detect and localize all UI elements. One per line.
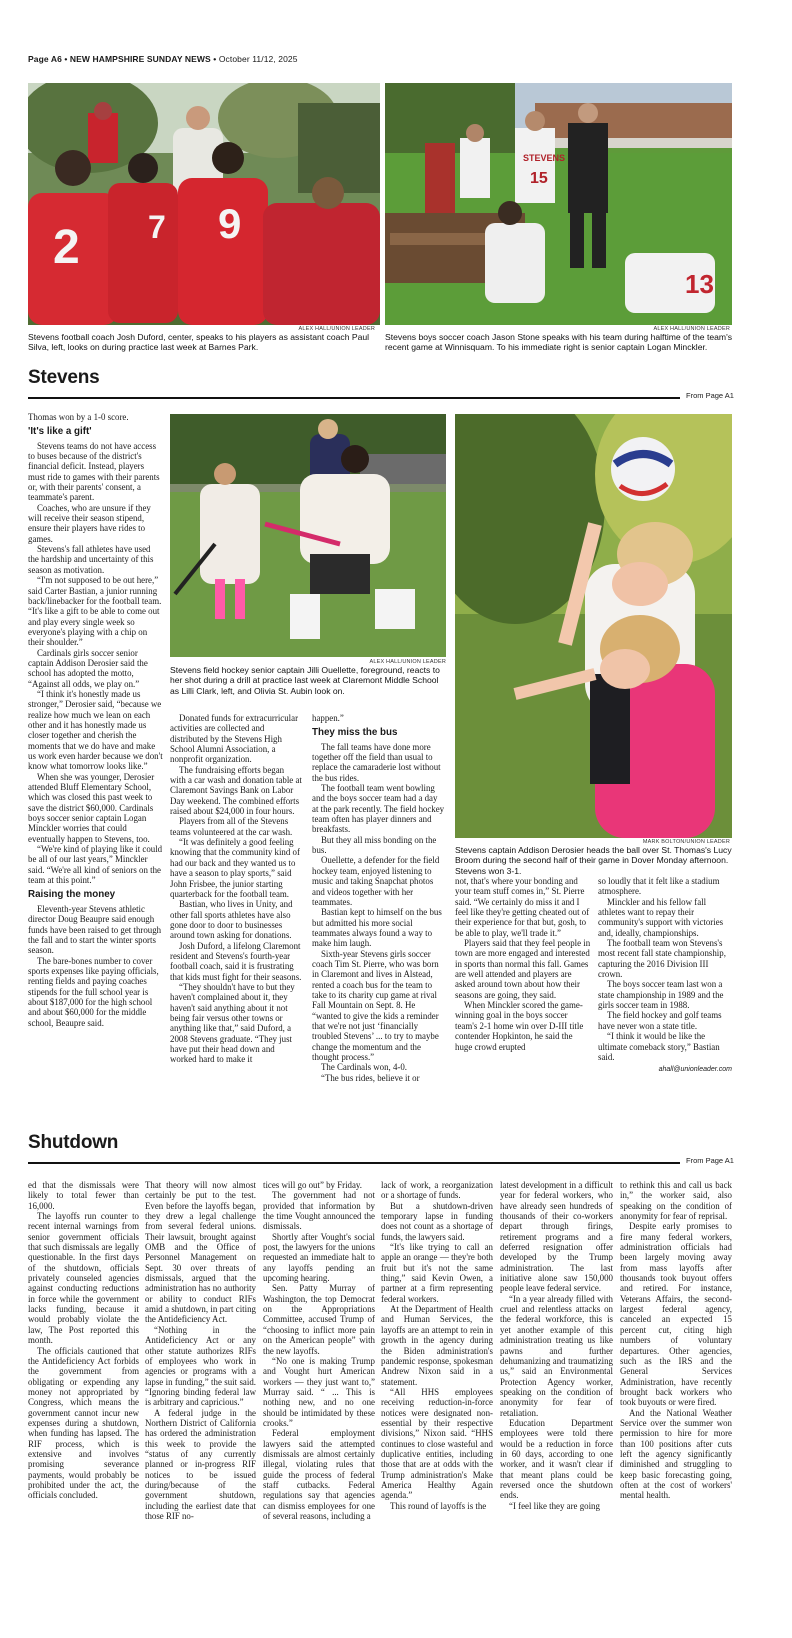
boys-soccer-photo-caption: Stevens boys soccer coach Jason Stone speaks with his team during halftime of the team's recent game at Winnisquam. To his immediate right is senior captain Logan Minckler. [385,332,733,353]
paragraph: The Cardinals won, 4-0. [321,1062,408,1073]
paragraph: Donated funds for extracurricular activities are collected and distributed by the Stevens High School Alumni Association, a nonprofit organization. [170,713,299,765]
field-hockey-photo [170,414,446,657]
svg-text:2: 2 [53,221,80,274]
field-hockey-photo-caption: Stevens field hockey senior captain Jilli Ouellette, foreground, reacts to her shot during a drill at practice last week at Claremont Middle School as Lilli Clark, left, and Olivia St. Aubin look on. [170,665,440,696]
paragraph: When she was younger, Derosier attended Bluff Elementary School, which was closed this past week to save the district $60,000. Cardinals boys soccer senior captain Logan Minckler worries that could eventually happen to Stevens, too. [28,771,155,844]
paragraph: Bastian, who lives in Unity, and other fall sports athletes have also gone door to door to businesses around town asking for donations. [170,899,293,941]
paragraph: The football team won Stevens's most recent fall state championship, capturing the 2016 Division III crown. [598,938,726,980]
paragraph: But they all miss bonding on the bus. [312,834,437,856]
folio-date: October 11/12, 2025 [218,54,298,64]
shutdown-section-title: Shutdown [28,1132,119,1153]
shutdown-column-4 [381,1180,493,1511]
paragraph: not, that's where your bonding and your team stuff comes in,” St. Pierre said. “We certainly do miss it and I feel like they're getting cheated out of their experience for that but, gosh, to be able to play, we'll trade it.” [455,876,590,938]
girls-soccer-photo-credit: MARK BOLTON/UNION LEADER [642,839,730,845]
paragraph: “The bus rides, believe it or [321,1072,420,1083]
paragraph: The bare-bones number to cover sports expenses like paying officials, renting fields and paying coaches stipends for the full school year is about $187,000 for the high school and about $60,000 for the middle school, Beaupre said. [28,955,159,1028]
shutdown-column-1 [28,1180,139,1501]
field-hockey-photo-credit: ALEX HALL/UNION LEADER [369,659,446,665]
paragraph: “No one is making Trump and Vought hurt American workers — they just want to,” Murray said. “ ... This is nothing new, and no one should be intimidated by these crooks.” [263,1355,375,1428]
folio-label: Page A6 • NEW HAMPSHIRE SUNDAY NEWS • [28,54,219,64]
paragraph: A federal judge in the Northern District of California has ordered the administration this week to provide the “status of any currently planned or in-progress RIF notices to be issued during/because of the government shutdown, including the earliest date that those RIF no- [145,1407,256,1521]
paragraph: That theory will now almost certainly be put to the test. Even before the layoffs began, they drew a legal challenge from several federal unions. Their lawsuit, brought against OMB and the Office of Personnel Management on Sept. 30 over threats of dismissals, argued that the administration has no authority or ability to conduct RIFs amid a shutdown, in part citing the Antideficiency Act. [145,1180,256,1325]
paragraph: Sixth-year Stevens girls soccer coach Tim St. Pierre, who was born in Claremont and lives in Alstead, rented a coach bus for the team to take to its charity cup game at rival Fall Mountain on Sept. 8. He “wanted to give the kids a reminder that we're not just ‘financially troubled Stevens’ ... to try to maybe change the momentum and the thought process.” [312,948,439,1062]
football-photo [28,83,380,325]
svg-text:7: 7 [148,209,166,245]
paragraph: The field hockey and golf teams have never won a state title. [598,1010,722,1031]
paragraph: And the National Weather Service over the summer won permission to hire for more than 100 positions after cuts left the agency significantly diminished and struggling to keep basic forecasting going, often at the cost of workers' mental health. [620,1407,732,1501]
paragraph: ed that the dismissals were likely to total fewer than 16,000. [28,1180,139,1211]
stevens-column-4 [455,876,591,1052]
subhead: They miss the bus [312,727,398,739]
paragraph: “Nothing in the Antideficiency Act or any other statute authorizes RIFs of employees who work in agencies or programs with a lapse in funding,” the suit said. “Ignoring binding federal law is arbitrary and capricious.” [145,1324,256,1408]
paragraph: Eleventh-year Stevens athletic director Doug Beaupre said enough funds have been raised to get through the fall and to start the winter sports season. [28,903,162,956]
stevens-section-title: Stevens [28,367,100,388]
boys-soccer-photo [385,83,732,325]
paragraph: lack of work, a reorganization or a shortage of funds. [381,1180,493,1201]
shutdown-column-2 [145,1180,256,1521]
paragraph: “I feel like they are going [509,1500,600,1511]
paragraph: Josh Duford, a lifelong Claremont resident and Stevens's fourth-year football coach, said it is frustrating that kids must fight for their seasons. [170,940,302,982]
football-photo-caption: Stevens football coach Josh Duford, center, speaks to his players as assistant coach Paul Silva, left, looks on during practice last week at Barnes Park. [28,332,370,353]
boys-soccer-photo-credit: ALEX HALL/UNION LEADER [653,326,730,332]
paragraph: This round of layoffs is the [390,1500,487,1511]
shutdown-rule [28,1162,680,1164]
paragraph: tices will go out” by Friday. [263,1180,363,1190]
shutdown-from-page: From Page A1 [686,1156,734,1165]
paragraph: “I think it's honestly made us stronger,” Derosier said, “because we realize how much we lean on each other and it has honestly made us closer together and cherish the moments that we do have and make us work even harder because we don't know what tomorrow looks like.” [28,688,163,772]
paragraph: Stevens's fall athletes have used the hardship and uncertainty of this season as motivation. [28,544,154,575]
paragraph: Stevens teams do not have access to buses because of the district's financial deficit. Instead, players must ride to games with their parents or, with their parents' consent, a teammate's parent. [28,440,160,503]
paragraph: “It's like trying to call an apple an orange — they're both fruit but it's not the same thing,” said Kevin Owen, a partner at a firm representing federal workers. [381,1242,493,1304]
subhead: Raising the money [28,889,116,901]
svg-text:STEVENS: STEVENS [523,153,566,163]
paragraph: “I think it would be like the ultimate comeback story,” Bastian said. [598,1031,720,1062]
paragraph: Players said that they feel people in town are more engaged and interested in sports than normal this fall. Games are well attended and players are asked around town about how their seasons are going, they said. [455,938,591,1000]
paragraph: Sen. Patty Murray of Washington, the top Democrat on the Appropriations Committee, accused Trump of “choosing to inflict more pain on the American people” with the new layoffs. [263,1283,375,1356]
shutdown-column-6 [620,1180,732,1501]
paragraph: Minckler and his fellow fall athletes want to repay their community's support with victories and, ideally, championships. [598,896,724,938]
shutdown-column-3 [263,1180,375,1521]
girls-soccer-photo-caption: Stevens captain Addison Derosier heads the ball over St. Thomas's Lucy Broom during the second half of their game in Dover Monday afternoon. Stevens won 3-1. [455,845,732,876]
paragraph: The officials cautioned that the Antideficiency Act forbids the government from obligating or expending any money not appropriated by Congress, which means the government cannot incur new expenses during a shutdown, when funding has lapsed. The RIF process, which is extensive and involves promising severance payments, would probably be prohibited under the act, the officials concluded. [28,1345,139,1501]
paragraph: “I'm not supposed to be out here,” said Carter Bastian, a junior running back/linebacker for the football team. “It's like a gift to be able to come out and play every single week so everyone's playing with a chip on their shoulder.” [28,575,162,648]
paragraph: Bastian kept to himself on the bus but admitted his more social teammates always found a way to make him laugh. [312,907,442,949]
paragraph: Despite early promises to fire many federal workers, administration officials had been largely moving away from mass layoffs after thousands took buyout offers and retired. For instance, Veterans Affairs, the second-largest federal agency, canceled an expected 15 percent cut, citing high numbers of voluntary departures. Other agencies, such as the IRS and the General Services Administration, have recently brought back workers who took buyouts or were fired. [620,1221,732,1408]
stevens-column-5 [598,876,732,1076]
paragraph: The government had not provided that information by the time Vought announced the dismissals. [263,1190,375,1232]
paragraph: Thomas won by a 1-0 score. [28,412,129,422]
paragraph: “In a year already filled with cruel and relentless attacks on the federal workforce, this is yet another example of this administration treating us like pawns and further dehumanizing and traumatizing us,” said an Environmental Protection Agency worker, speaking on the condition of anonymity for fear of retaliation. [500,1293,613,1418]
paragraph: The fundraising efforts began with a car wash and donation table at Claremont Savings Bank on Labor Day weekend. The combined efforts raised about $24,000 in four hours. [170,764,302,817]
paragraph: The boys soccer team last won a state championship in 1989 and the girls soccer team in 1988. [598,979,724,1011]
shutdown-column-5 [500,1180,613,1511]
paragraph: Players from all of the Stevens teams volunteered at the car wash. [170,816,293,837]
svg-text:15: 15 [530,170,548,187]
stevens-from-page: From Page A1 [686,391,734,400]
paragraph: to rethink this and call us back in,” the worker said, also speaking on the condition of anonymity for fear of reprisal. [620,1180,732,1222]
subhead: 'It's like a gift' [28,426,92,438]
svg-text:13: 13 [685,269,714,299]
paragraph: But a shutdown-driven temporary lapse in funding does not count as a shortage of funds, the lawyers said. [381,1200,493,1242]
paragraph: The football team went bowling and the boys soccer team had a day at the park recently. The field hockey team often has player dinners and breakfasts. [312,783,445,835]
paragraph: Ouellette, a defender for the field hockey team, enjoyed listening to music and taking Snapchat photos and videos together with her teammates. [312,855,440,907]
paragraph: When Minckler scored the game-winning goal in the boys soccer team's 2-1 home win over D-III title contender Hopkinton, he said the huge crowd erupted [455,1000,584,1052]
author-email: ahall@unionleader.com [658,1066,732,1074]
paragraph: Cardinals girls soccer senior captain Addison Derosier said the school has adopted the motto, “Against all odds, we play on.” [28,647,148,689]
paragraph: The fall teams have done more together off the field than usual to replace the camaraderie lost without the bus rides. [312,741,441,783]
paragraph: Shortly after Vought's social post, the lawyers for the unions requested an immediate halt to any layoffs pending an upcoming hearing. [263,1231,375,1284]
paragraph: Coaches, who are unsure if they will receive their season stipend, ensure their players have rides to games. [28,502,151,544]
paragraph: Education Department employees were told there would be a reduction in force in 60 days, according to one worker, and it wasn't clear if that meant plans could be reversed once the shutdown ends. [500,1417,613,1501]
paragraph: At the Department of Health and Human Services, the layoffs are an attempt to rein in growth in the agency during the Biden administration's pandemic response, spokesman Andrew Nixon said in a statement. [381,1304,493,1387]
svg-text:9: 9 [218,200,242,247]
paragraph: happen.” [312,713,344,723]
stevens-column-1 [28,412,163,1028]
paragraph: The layoffs run counter to recent internal warnings from senior government officials that such dismissals are legally questionable. In the first days of the shutdown, officials privately counseled agencies against conducting reductions in force while the government lacks funding, because it would probably violate the law, The Post reported this month. [28,1211,139,1346]
page-folio [28,54,298,64]
paragraph: latest development in a difficult year for federal workers, who have already seen hundreds of thousands of their co-workers depart through firings, retirement programs and a deferred resignation offer developed by the Trump administration. The last initiative alone saw 150,000 people leave federal service. [500,1180,613,1294]
football-photo-credit: ALEX HALL/UNION LEADER [298,326,375,332]
paragraph: so loudly that it felt like a stadium atmosphere. [598,876,720,897]
stevens-column-2 [170,713,302,1065]
paragraph: Federal employment lawyers said the attempted dismissals are almost certainly illegal, violating rules that guide the process of federal staff cutbacks. Federal regulations say that agencies can dismiss employees for one of several reasons, including a [263,1428,375,1521]
paragraph: “They shouldn't have to but they haven't complained about it, they haven't said anything about it not being fair versus other towns or anything like that,” said Duford, a 2008 Stevens graduate. “They just have put their head down and worked hard to make it [170,981,295,1065]
paragraph: “It was definitely a good feeling knowing that the community kind of had our back and they wanted us to have a season to play sports,” said John Frisbee, the junior starting quarterback for the football team. [170,837,300,899]
paragraph: “All HHS employees receiving reduction-in-force notices were designated non-essential by their respective divisions,” Nixon said. “HHS continues to close wasteful and duplicative entities, including those that are at odds with the Trump administration's Make America Healthy Again agenda.” [381,1386,493,1501]
stevens-column-3 [312,713,446,1083]
stevens-rule [28,397,680,399]
paragraph: “We're kind of playing like it could be all of our last years,” Minckler said. “We're all kind of seniors on the team at this point.” [28,844,163,886]
girls-soccer-photo [455,414,732,838]
